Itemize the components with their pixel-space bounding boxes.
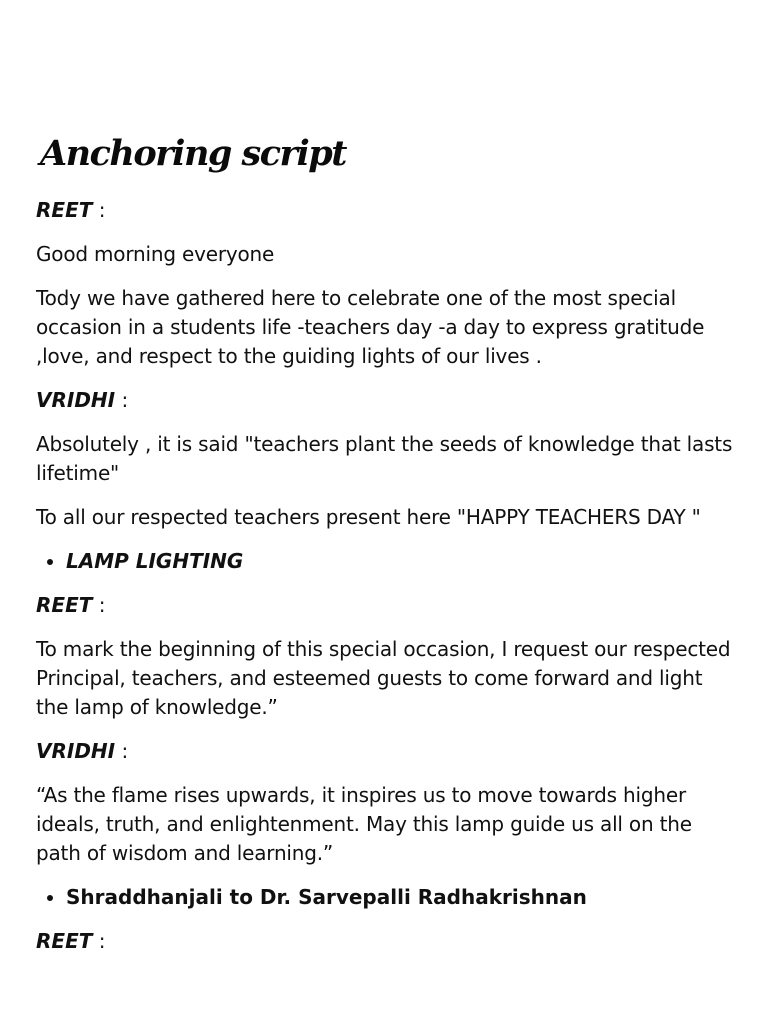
paragraph-greeting: Good morning everyone <box>36 242 275 266</box>
paragraph-flame: “As the flame rises upwards, it inspires us to move towards higher ideals, truth, and enlightenment. May this lamp guide us all on the path of wisdom and learning.” <box>36 783 692 865</box>
paragraph-wishes: To all our respected teachers present here "HAPPY TEACHERS DAY " <box>36 505 701 529</box>
speaker-colon: : <box>115 388 129 412</box>
speaker-name: REET <box>36 929 93 953</box>
bullet-item-lamp-lighting: • LAMP LIGHTING <box>66 547 736 576</box>
speaker-colon: : <box>115 739 129 763</box>
speaker-colon: : <box>92 593 106 617</box>
paragraph-intro: Tody we have gathered here to celebrate one of the most special occasion in a students life -teachers day -a day to express gratitude ,love, and respect to the guiding lights of our lives . <box>36 286 705 368</box>
speaker-colon: : <box>92 198 106 222</box>
speaker-line-vridhi <box>36 386 736 415</box>
bullet-list-lamp <box>36 547 736 576</box>
speaker-name: REET <box>36 198 93 222</box>
document-page <box>36 130 736 971</box>
bullet-list-tribute <box>36 883 736 912</box>
speaker-name: VRIDHI <box>36 739 116 763</box>
speaker-colon: : <box>92 929 106 953</box>
paragraph-quote: Absolutely , it is said "teachers plant the seeds of knowledge that lasts lifetime" <box>36 432 733 485</box>
bullet-item-shraddhanjali: • Shraddhanjali to Dr. Sarvepalli Radhakrishnan <box>66 883 736 912</box>
speaker-line-vridhi <box>36 737 736 766</box>
speaker-name: REET <box>36 593 93 617</box>
speaker-line-reet <box>36 196 736 225</box>
document-title: Anchoring script <box>40 133 346 174</box>
speaker-line-reet <box>36 927 736 956</box>
speaker-line-reet <box>36 591 736 620</box>
speaker-name: VRIDHI <box>36 388 116 412</box>
paragraph-lamp-request: To mark the beginning of this special occasion, I request our respected Principal, teachers, and esteemed guests to come forward and light the lamp of knowledge.” <box>36 637 731 719</box>
